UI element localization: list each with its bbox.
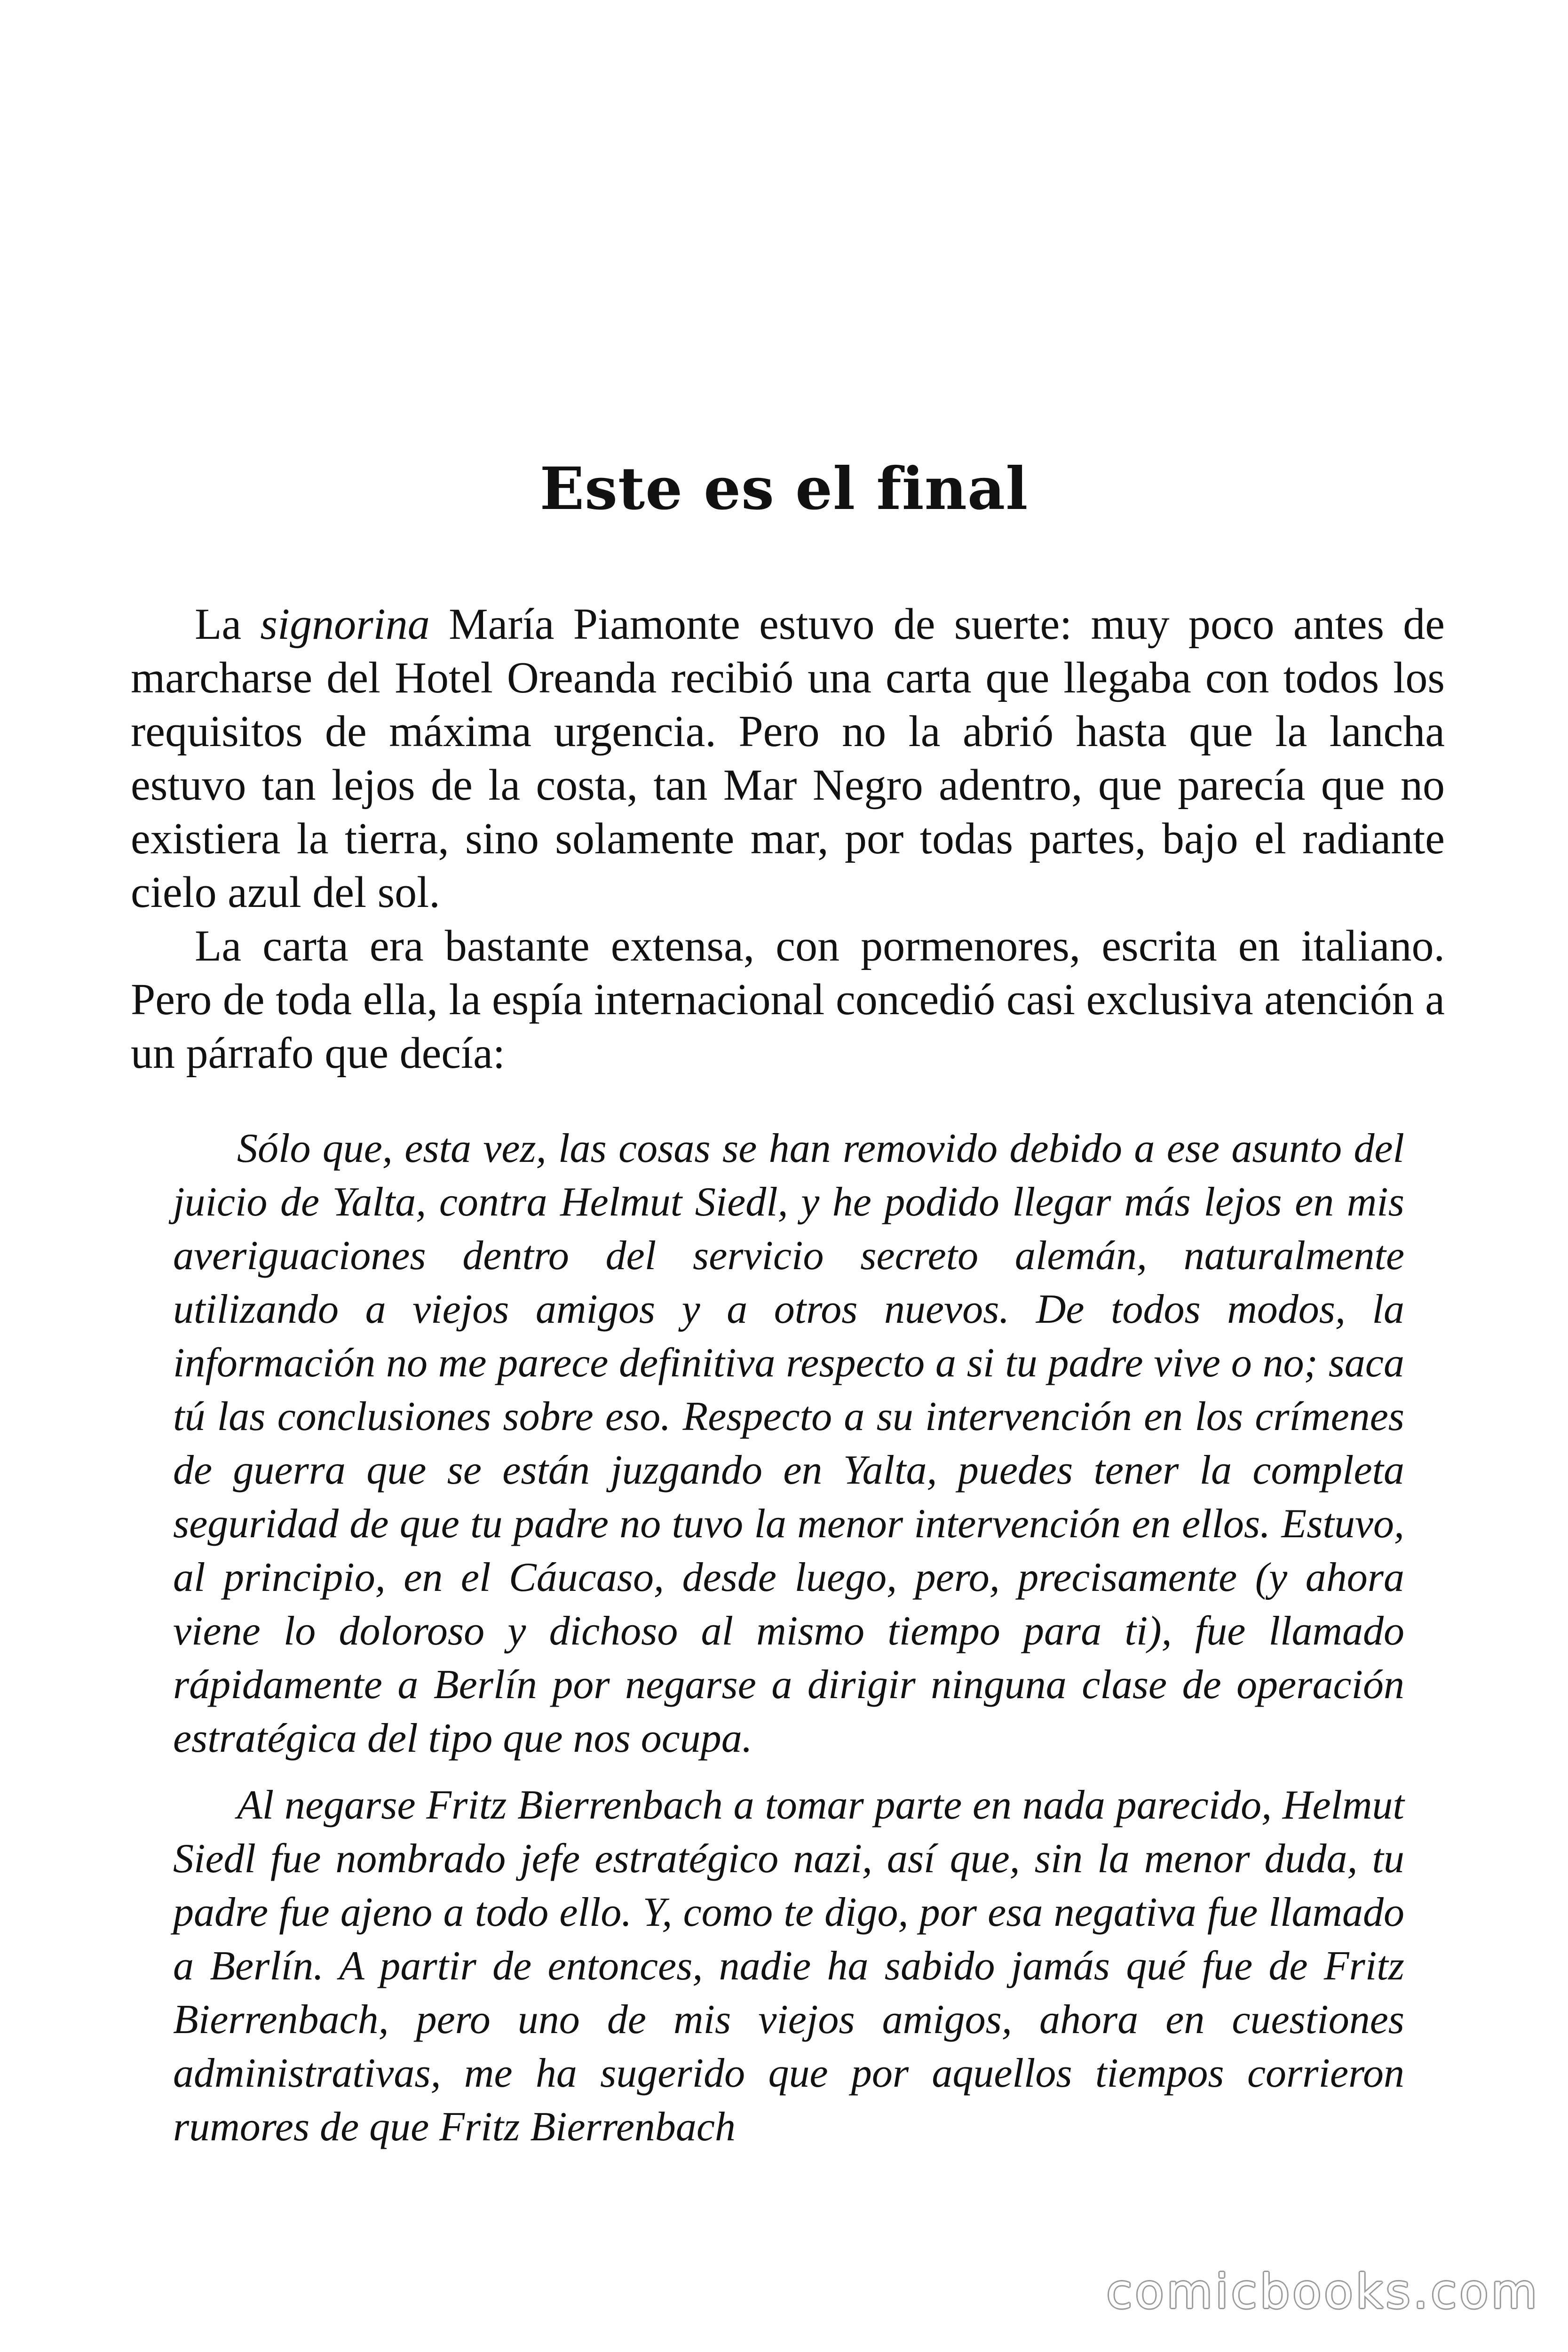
watermark: comicbooks.com <box>1106 2264 1540 2319</box>
letter-paragraph: Sólo que, esta vez, las cosas se han removido debido a ese asunto del juicio de Yalta, contra Helmut Siedl, y he podido llegar más lejos en mis averiguaciones dentro del servicio secreto alemán, naturalmente utilizando a viejos amigos y a otros nuevos. De todos modos, la información no me parece definitiva respecto a si tu padre vive o no; saca tú las conclusiones sobre eso. Respecto a su intervención en los crímenes de guerra que se están juzgando en Yalta, puedes tener la completa seguridad de que tu padre no tuvo la menor intervención en ellos. Estuvo, al principio, en el Cáucaso, desde luego, pero, precisamente (y ahora viene lo doloroso y dichoso al mismo tiempo para ti), fue llamado rápidamente a Berlín por negarse a dirigir ninguna clase de operación estratégica del tipo que nos ocupa. <box>173 1126 1404 1761</box>
letter-paragraph: Al negarse Fritz Bierrenbach a tomar parte en nada parecido, Helmut Siedl fue nombrado jefe estratégico nazi, así que, sin la menor duda, tu padre fue ajeno a todo ello. Y, como te digo, por esa negativa fue llamado a Berlín. A partir de entonces, nadie ha sabido jamás qué fue de Fritz Bierrenbach, pero uno de mis viejos amigos, ahora en cuestiones administrativas, me ha sugerido que por aquellos tiempos corrieron rumores de que Fritz Bierrenbach <box>173 1782 1404 2150</box>
narrative-rest: María Piamonte estuvo de suerte: muy poco antes de marcharse del Hotel Oreanda recibió una carta que llegaba con todos los requisitos de máxima urgencia. Pero no la abrió hasta que la lancha estuvo tan lejos de la costa, tan Mar Negro adentro, que parecía que no existiera la tierra, sino solamente mar, por todas partes, bajo el radiante cielo azul del sol. <box>131 600 1445 917</box>
narrative-paragraph <box>131 597 1445 919</box>
italic-word: signorina <box>260 600 430 649</box>
quoted-letter <box>173 1122 1404 2154</box>
narrative-lead: La <box>195 600 261 649</box>
chapter-title: Este es el final <box>539 455 1029 523</box>
narrative-paragraph: La carta era bastante extensa, con pormenores, escrita en italiano. Pero de toda ella, la espía internacional concedió casi exclusiva atención a un párrafo que decía: <box>131 922 1445 1078</box>
narrative-text <box>131 597 1445 1080</box>
